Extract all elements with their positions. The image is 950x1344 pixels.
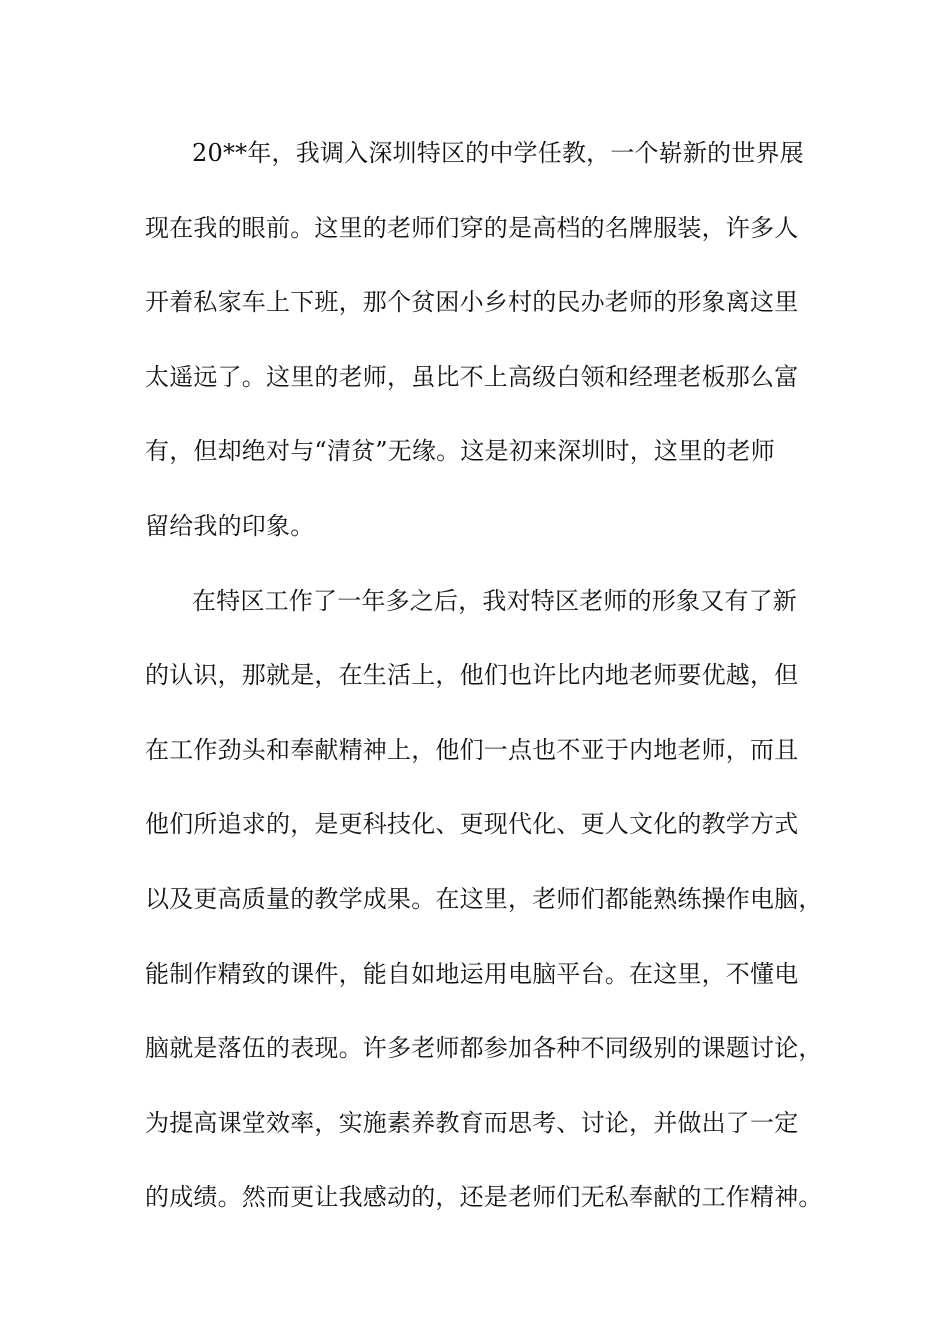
- paragraph-1-line-4: 太遥远了。这里的老师，虽比不上高级白领和经理老板那么富: [145, 362, 799, 391]
- paragraph-2-line-3: 在工作劲头和奉献精神上，他们一点也不亚于内地老师，而且: [145, 735, 799, 764]
- paragraph-1-line-3: 开着私家车上下班，那个贫困小乡村的民办老师的形象离这里: [145, 288, 799, 317]
- paragraph-1-line-2: 现在我的眼前。这里的老师们穿的是高档的名牌服装，许多人: [145, 213, 799, 242]
- document-body: [145, 130, 835, 1249]
- paragraph-2-line-7: 脑就是落伍的表现。许多老师都参加各种不同级别的课题讨论，: [145, 1034, 823, 1063]
- paragraph-1-line-1: 20**年，我调入深圳特区的中学任教，一个崭新的世界展: [192, 139, 804, 167]
- paragraph-1-line-6: 留给我的印象。: [145, 511, 315, 540]
- paragraph-2-line-2: 的认识，那就是，在生活上，他们也许比内地老师要优越，但: [145, 661, 799, 690]
- paragraph-2-line-4: 他们所追求的，是更科技化、更现代化、更人文化的教学方式: [145, 810, 799, 839]
- paragraph-2-line-6: 能制作精致的课件，能自如地运用电脑平台。在这里，不懂电: [145, 959, 799, 988]
- paragraph-2-line-5: 以及更高质量的教学成果。在这里，老师们都能熟练操作电脑，: [145, 884, 823, 913]
- paragraph-1-line-5: 有，但却绝对与“清贫”无缘。这是初来深圳时，这里的老师: [145, 437, 775, 466]
- paragraph-2-line-8: 为提高课堂效率，实施素养教育而思考、讨论，并做出了一定: [145, 1108, 799, 1137]
- paragraph-2-line-1: 在特区工作了一年多之后，我对特区老师的形象又有了新: [192, 586, 797, 615]
- paragraph-2-line-9: 的成绩。然而更让我感动的，还是老师们无私奉献的工作精神。: [145, 1183, 823, 1212]
